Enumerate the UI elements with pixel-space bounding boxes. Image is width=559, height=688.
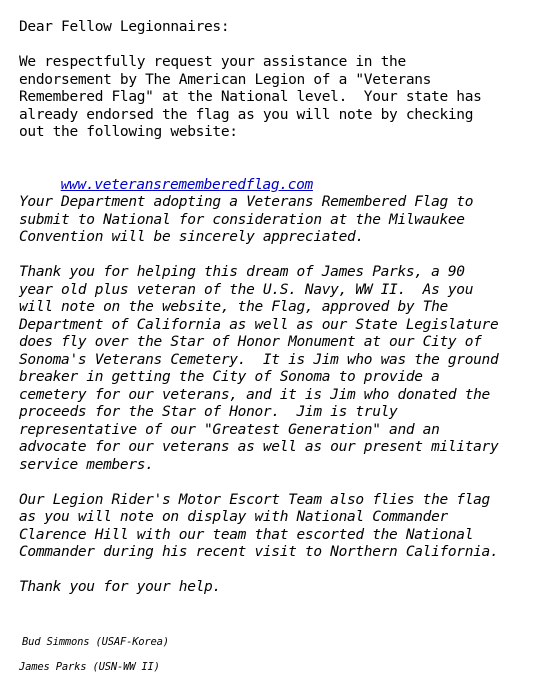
- text-line: proceeds for the Star of Honor. Jim is truly: [19, 404, 398, 420]
- paragraph-gap: [19, 142, 553, 160]
- text-line: year old plus veteran of the U.S. Navy, WW II. As you: [19, 281, 474, 298]
- paragraph-request: [19, 54, 553, 142]
- text-line: Convention will be sincerely appreciated.: [19, 229, 364, 245]
- closing: Thank you for your help.: [19, 579, 221, 595]
- paragraph-james-parks: [19, 264, 553, 474]
- text-line: Clarence Hill with our team that escorted the National: [19, 526, 474, 543]
- text-line: out the following website:: [19, 124, 238, 140]
- salutation: Dear Fellow Legionnaires:: [19, 19, 230, 35]
- website-link[interactable]: www.veteransrememberedflag.com: [60, 176, 313, 193]
- text-line: Your Department adopting a Veterans Remembered Flag to: [19, 194, 474, 210]
- text-line: Commander during his recent visit to Northern California.: [19, 544, 499, 560]
- signature-james-parks: James Parks (USN-WW II): [19, 661, 160, 673]
- text-line: cemetery for our veterans, and it is Jim who donated the: [19, 386, 490, 403]
- text-line: does fly over the Star of Honor Monument at our City of: [19, 334, 482, 350]
- text-line: We respectfully request your assistance in the: [19, 54, 406, 70]
- text-line: representative of our "Greatest Generation" and an: [19, 421, 440, 438]
- text-line: as you will note on display with National Commander: [19, 509, 448, 525]
- text-line: Department of California as well as our State Legislature: [19, 316, 499, 333]
- text-line: Our Legion Rider's Motor Escort Team also flies the flag: [19, 491, 490, 508]
- text-line: service members.: [19, 456, 154, 473]
- text-line: already endorsed the flag as you will note by checking: [19, 106, 474, 123]
- text-line: endorsement by The American Legion of a "Veterans: [19, 71, 432, 88]
- text-line: will note on the website, the Flag, approved by The: [19, 299, 448, 315]
- text-line: Sonoma's Veterans Cemetery. It is Jim who was the ground: [19, 351, 499, 368]
- text-line: Thank you for helping this dream of James Parks, a 90: [19, 264, 465, 280]
- paragraph-gap: [19, 247, 553, 265]
- text-line: Remembered Flag" at the National level. Your state has: [19, 89, 482, 105]
- letter-body: [19, 19, 553, 597]
- paragraph-gap: [19, 474, 553, 492]
- paragraph-gap: [19, 37, 553, 55]
- paragraph-gap: [19, 562, 553, 580]
- paragraph-legion-riders: [19, 492, 553, 562]
- text-line: submit to National for consideration at the Milwaukee: [19, 211, 465, 228]
- website-link-line: [19, 159, 553, 193]
- text-line: breaker in getting the City of Sonoma to provide a: [19, 369, 440, 385]
- signature-bud-simmons: Bud Simmons (USAF-Korea): [22, 636, 169, 648]
- paragraph-department: [19, 194, 553, 247]
- text-line: advocate for our veterans as well as our present military: [19, 439, 499, 455]
